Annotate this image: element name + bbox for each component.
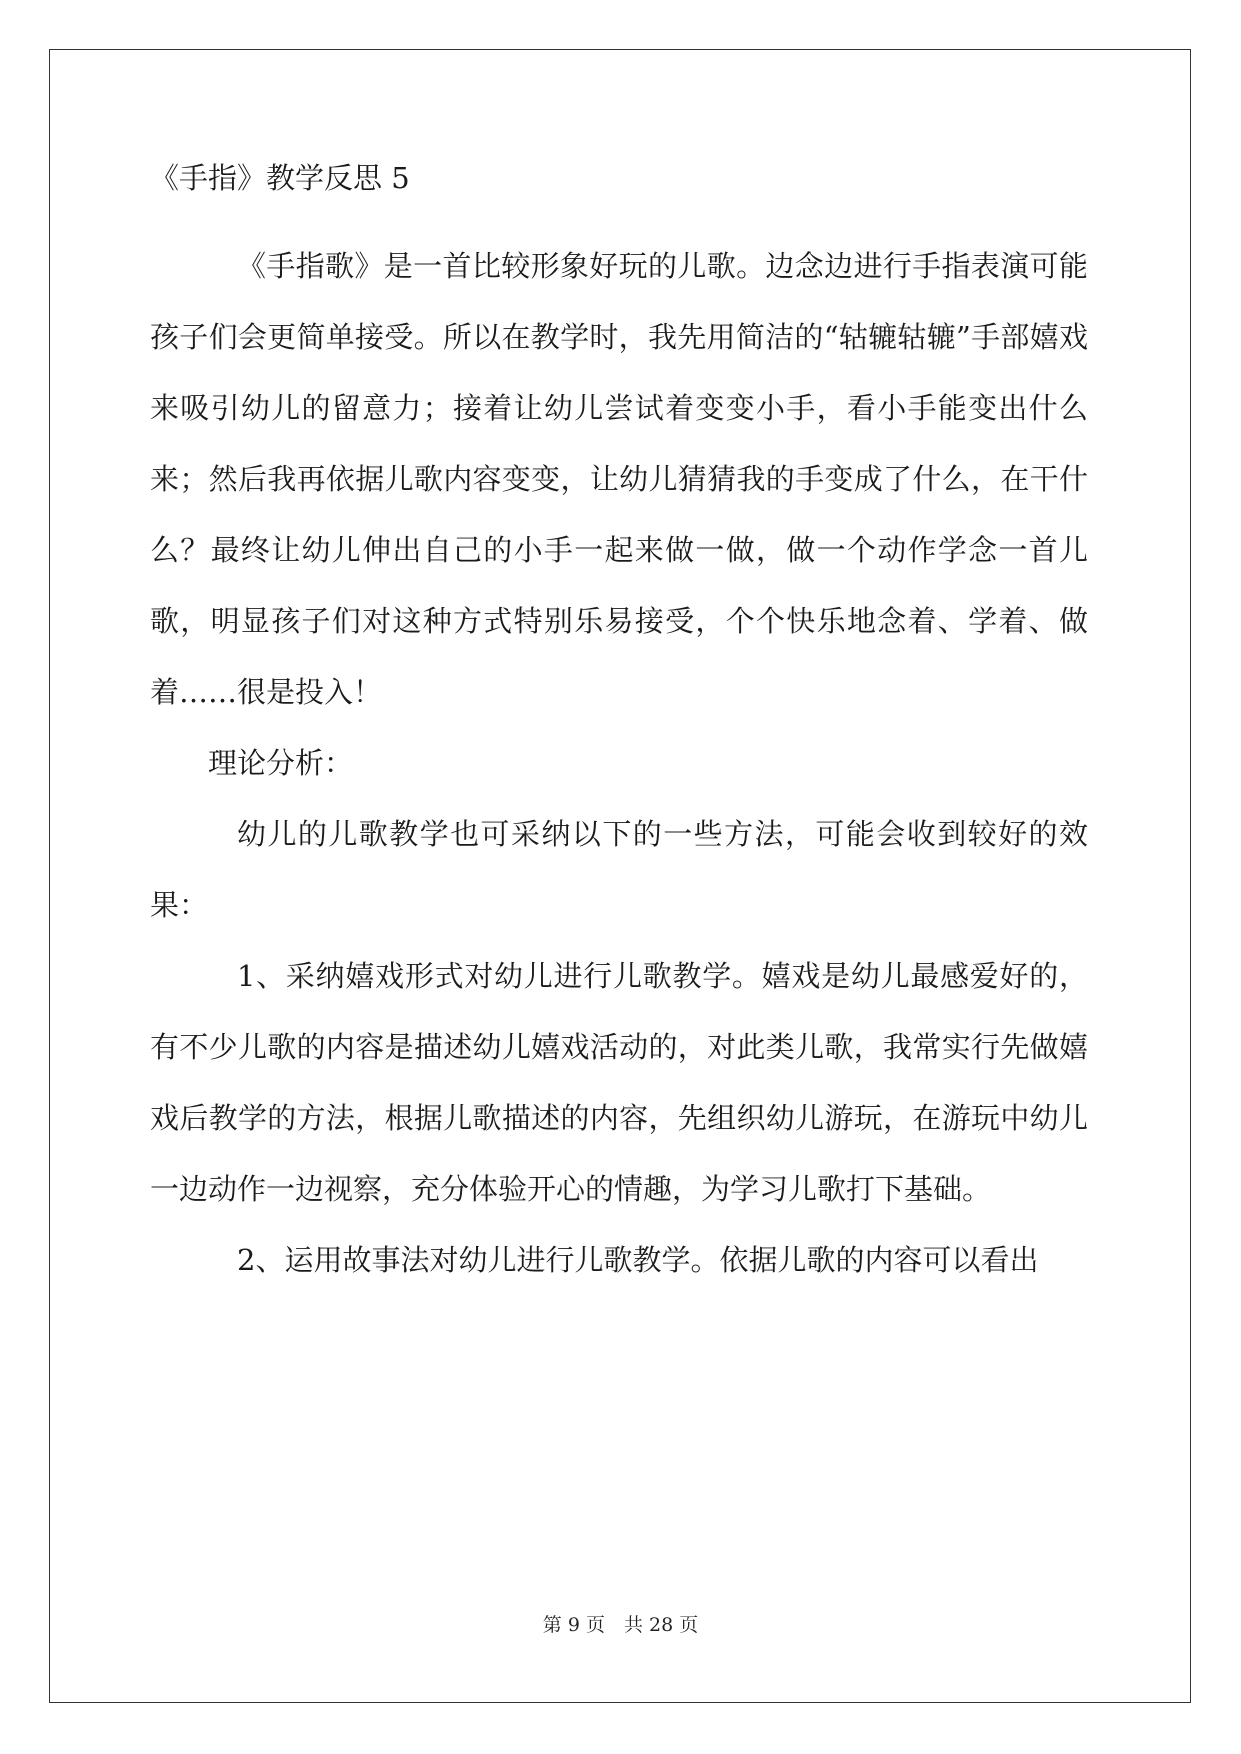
document-title: 《手指》教学反思 5 — [150, 161, 410, 195]
paragraph-method-2: 2、运用故事法对幼儿进行儿歌教学。依据儿歌的内容可以看出 — [237, 1243, 1039, 1277]
paragraph-methods-intro: 幼儿的儿歌教学也可采纳以下的一些方法，可能会收到较好的效果： — [150, 817, 1088, 922]
paragraph-method-1: 1、采纳嬉戏形式对幼儿进行儿歌教学。嬉戏是幼儿最感爱好的，有不少儿歌的内容是描述幼儿嬉戏活动的，对此类儿歌，我常实行先做嬉戏后教学的方法，根据儿歌描述的内容，先组织幼儿游玩，在游玩中幼儿一边动作一边视察，充分体验开心的情趣，为学习儿歌打下基础。 — [150, 959, 1088, 1206]
paragraph-theory-heading: 理论分析： — [208, 746, 354, 780]
paragraph-intro: 《手指歌》是一首比较形象好玩的儿歌。边念边进行手指表演可能孩子们会更简单接受。所以在教学时，我先用简洁的“轱辘轱辘”手部嬉戏来吸引幼儿的留意力；接着让幼儿尝试着变变小手，看小手能变出什么来；然后我再依据儿歌内容变变，让幼儿猜猜我的手变成了什么，在干什么？最终让幼儿伸出自己的小手一起来做一做，做一个动作学念一首儿歌，明显孩子们对这种方式特别乐易接受，个个快乐地念着、学着、做着……很是投入！ — [150, 249, 1088, 709]
document-body — [150, 160, 1088, 1296]
page-number-footer: 第 9 页 共 28 页 — [542, 1614, 699, 1636]
